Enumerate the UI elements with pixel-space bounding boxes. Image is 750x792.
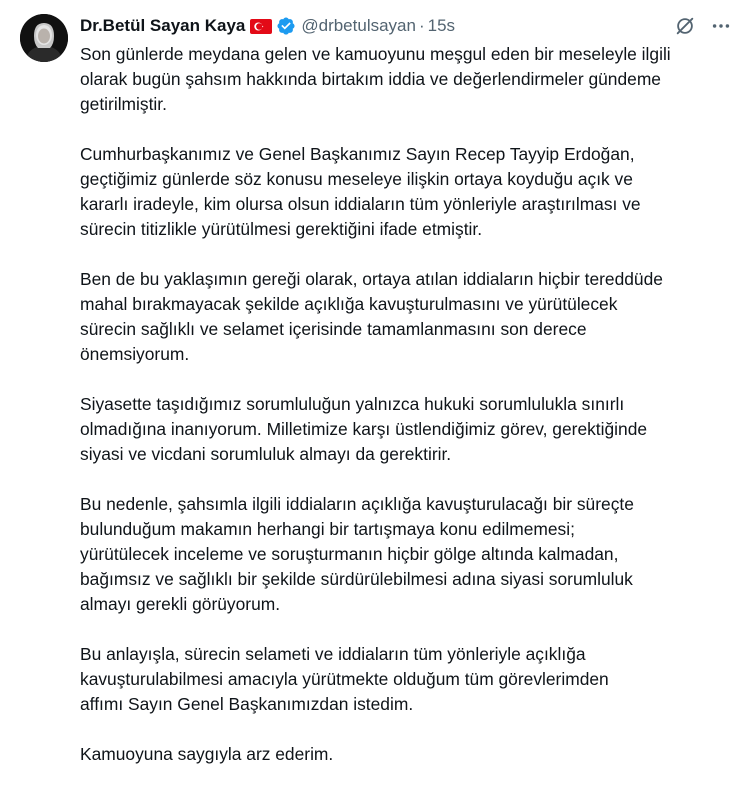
- tweet-timestamp[interactable]: 15s: [427, 16, 456, 35]
- avatar-portrait-icon: [20, 14, 68, 62]
- verified-badge-icon[interactable]: [276, 16, 296, 36]
- tweet-text: [80, 42, 728, 792]
- turkey-flag-icon: [250, 19, 272, 34]
- more-options-icon[interactable]: [710, 15, 732, 37]
- tweet-paragraph: Kamuoyuna saygıyla arz ederim.: [80, 744, 334, 764]
- author-handle[interactable]: @drbetulsayan: [301, 16, 416, 35]
- tweet-header: [80, 14, 732, 38]
- author-display-name[interactable]: Dr.Betül Sayan Kaya: [80, 16, 246, 35]
- tweet-paragraph: Bu nedenle, şahsımla ilgili iddiaların açıklığa kavuşturulacağı bir süreçte bulunduğum makamın herhangi bir tartışmaya konu edilmemesi; yürütülecek inceleme ve soruşturmanın hiçbir gölge altında kalmadan, bağımsız ve sağlıklı bir şekilde sürdürülebilmesi adına siyasi sorumluluk almayı gerekli görüyorum.: [80, 494, 634, 614]
- header-actions: [674, 15, 732, 37]
- tweet-paragraph: Bu anlayışla, sürecin selameti ve iddiaların tüm yönleriyle açıklığa kavuşturulabilmesi amacıyla yürütmekte olduğum tüm görevlerimden affımı Sayın Genel Başkanımızdan istedim.: [80, 644, 609, 714]
- grok-icon[interactable]: [674, 15, 696, 37]
- tweet-paragraph: Son günlerde meydana gelen ve kamuoyunu meşgul eden bir meseleyle ilgili olarak bugün şahsım hakkında birtakım iddia ve değerlendirmeler gündeme getirilmiştir.: [80, 44, 671, 114]
- tweet-paragraph: Cumhurbaşkanımız ve Genel Başkanımız Sayın Recep Tayyip Erdoğan, geçtiğimiz günlerde söz konusu meseleye ilişkin ortaya koyduğu açık ve kararlı iradeyle, kim olursa olsun iddiaların tüm yönleriyle araştırılması ve sürecin titizlikle yürütülmesi gerektiğini ifade etmiştir.: [80, 144, 641, 239]
- tweet-paragraph: Siyasette taşıdığımız sorumluluğun yalnızca hukuki sorumlulukla sınırlı olmadığına inanıyorum. Milletimize karşı üstlendiğimiz görev, gerektiğinde siyasi ve vicdani sorumluluk almayı da gerektirir.: [80, 394, 648, 464]
- separator-dot: ·: [418, 16, 425, 35]
- tweet-paragraph: Ben de bu yaklaşımın gereği olarak, ortaya atılan iddiaların hiçbir tereddüde mahal bırakmayacak şekilde açıklığa kavuşturulmasını ve yürütülecek sürecin sağlıklı ve selamet içerisinde tamamlanmasını son derece önemsiyorum.: [80, 269, 663, 364]
- avatar[interactable]: [20, 14, 68, 62]
